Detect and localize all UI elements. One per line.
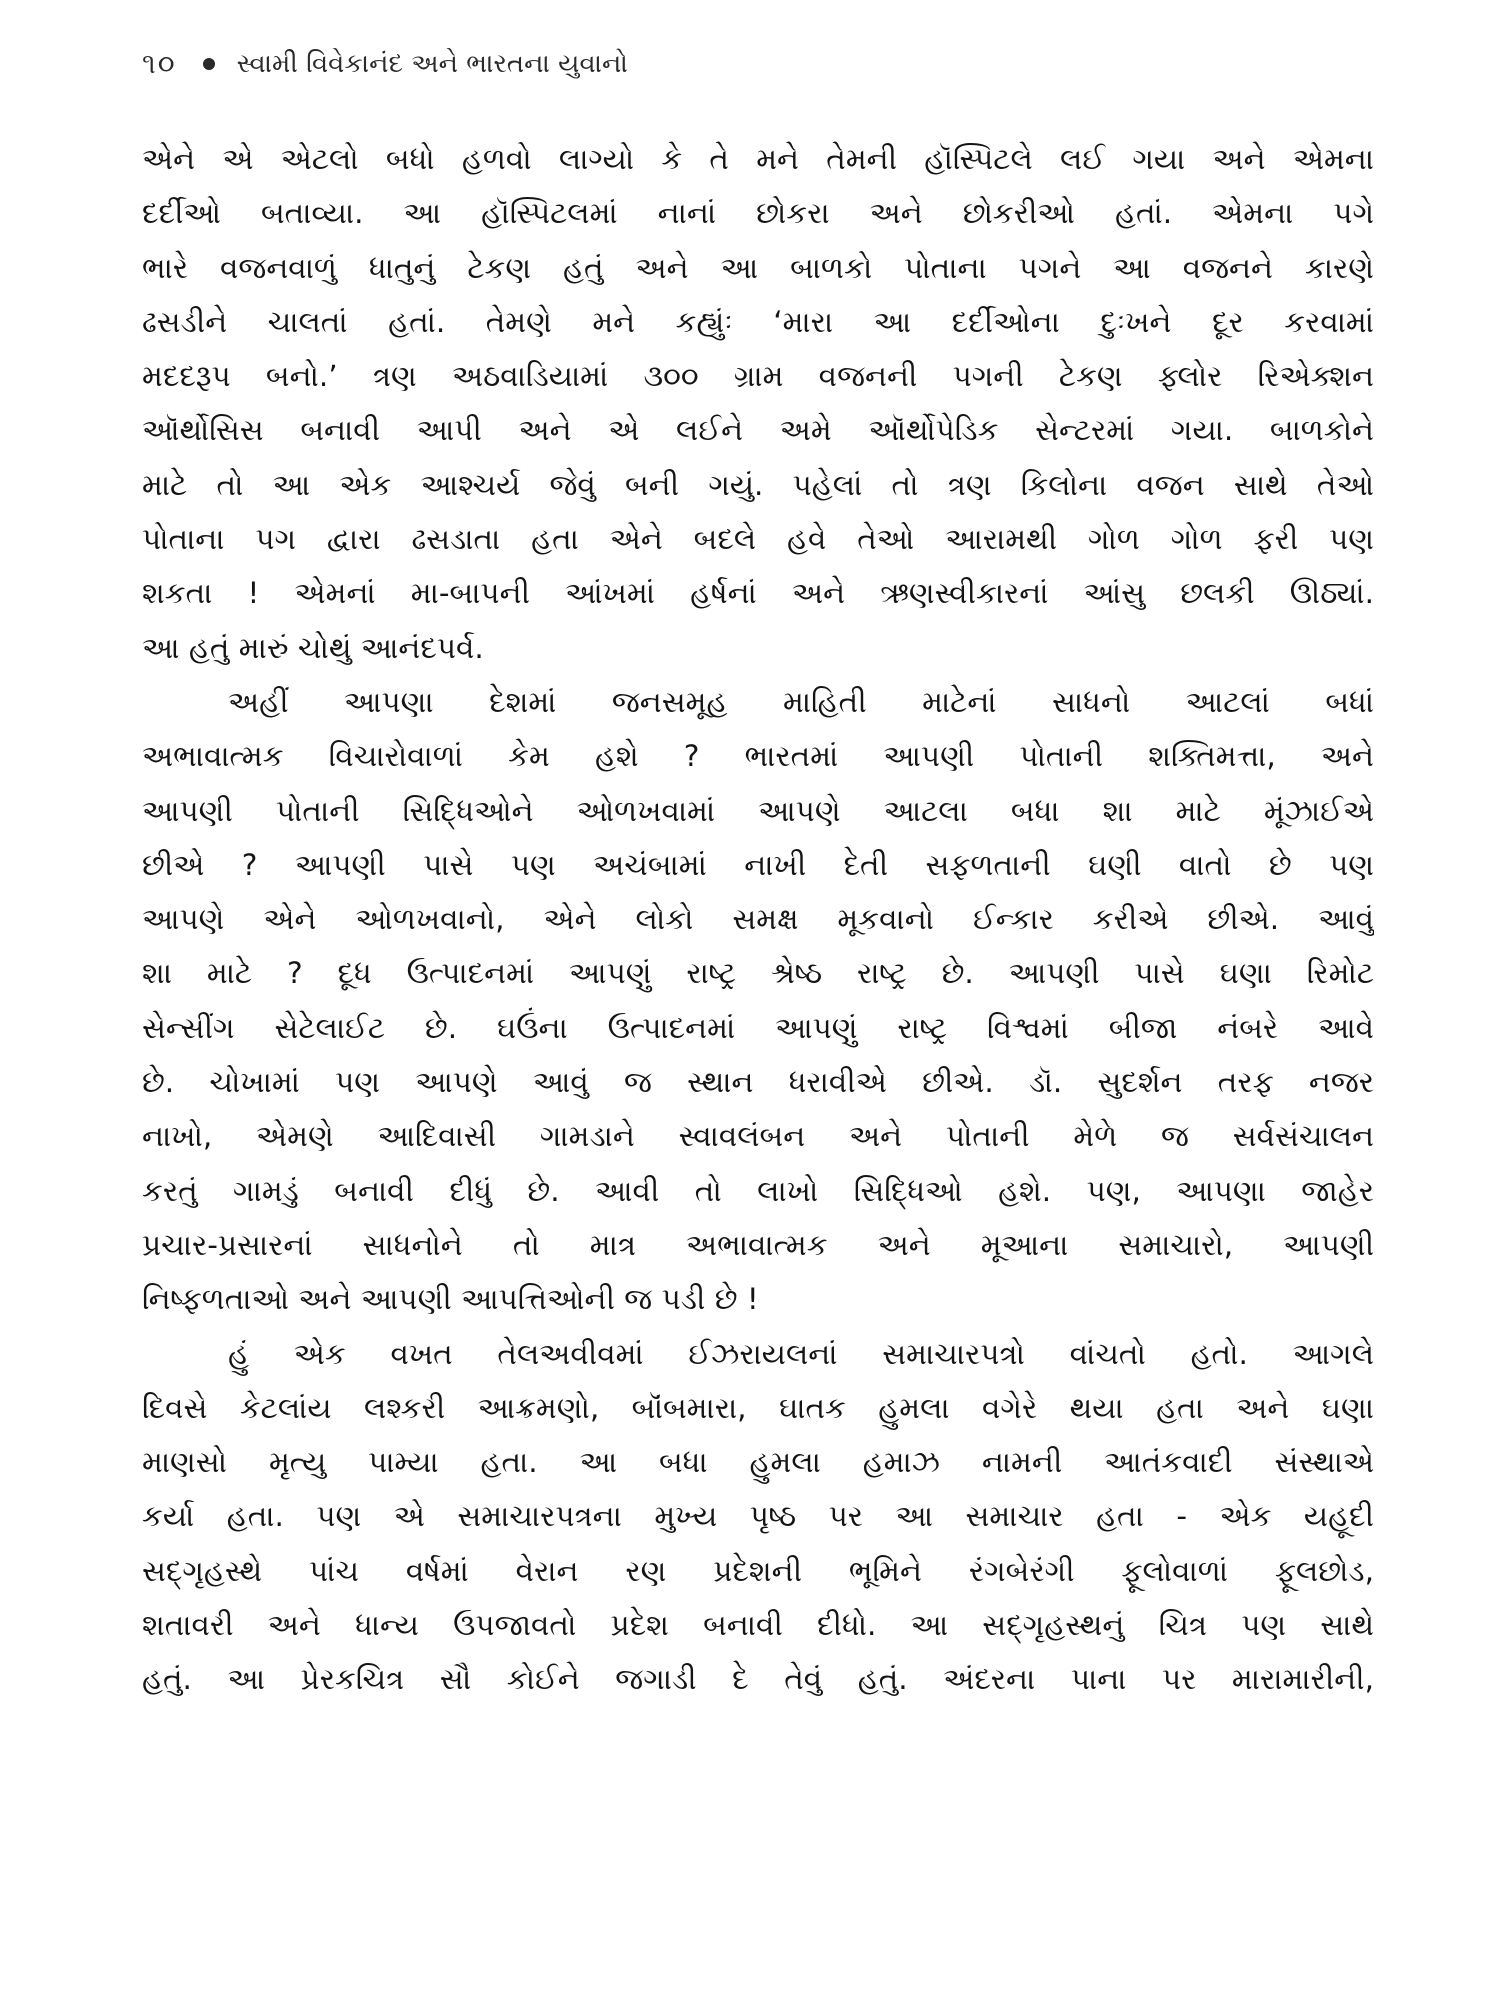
text-line: આપણે એને ઓળખવાનો, એને લોકો સમક્ષ મૂકવાનો ઈન્કાર કરીએ છીએ. આવું — [142, 902, 1374, 937]
text-line: ઑર્થોસિસ બનાવી આપી અને એ લઈને અમે ઑર્થોપેડિક સેન્ટરમાં ગયા. બાળકોને — [142, 413, 1374, 448]
text-line: અભાવાત્મક વિચારોવાળાં કેમ હશે ? ભારતમાં આપણી પોતાની શક્તિમત્તા, અને — [142, 739, 1374, 774]
text-line: પોતાના પગ દ્વારા ઢસડાતા હતા એને બદલે હવે તેઓ આરામથી ગોળ ગોળ ફરી પણ — [142, 522, 1374, 557]
text-line: શકતા ! એમનાં મા-બાપની આંખમાં હર્ષનાં અને ઋણસ્વીકારનાં આંસુ છલકી ઊઠ્યાં. — [142, 576, 1374, 611]
text-line: દિવસે કેટલાંય લશ્કરી આક્રમણો, બૉંબમારા, ઘાતક હુમલા વગેરે થયા હતા અને ઘણા — [142, 1390, 1374, 1425]
text-line: સેન્સીંગ સેટેલાઈટ છે. ઘઉંના ઉત્પાદનમાં આપણું રાષ્ટ્ર વિશ્વમાં બીજા નંબરે આવે — [142, 1010, 1374, 1045]
text-line: કરતું ગામડું બનાવી દીધું છે. આવી તો લાખો સિદ્ધિઓ હશે. પણ, આપણા જાહેર — [142, 1173, 1374, 1208]
bullet-separator-icon — [203, 58, 215, 70]
text-line: નાખો, એમણે આદિવાસી ગામડાને સ્વાવલંબન અને પોતાની મેળે જ સર્વસંચાલન — [142, 1119, 1374, 1154]
paragraph-first-line: અહીં આપણા દેશમાં જનસમૂહ માહિતી માટેનાં સાધનો આટલાં બધાં — [228, 684, 1374, 719]
body-text — [142, 132, 1374, 1707]
text-line: નિષ્ફળતાઓ અને આપણી આપત્તિઓની જ પડી છે ! — [142, 1282, 759, 1317]
running-title: સ્વામી વિવેકાનંદ અને ભારતના યુવાનો — [236, 48, 628, 79]
text-line: છીએ ? આપણી પાસે પણ અચંબામાં નાખી દેતી સફળતાની ઘણી વાતો છે પણ — [142, 847, 1374, 882]
text-line: ભારે વજનવાળું ધાતુનું ટેકણ હતું અને આ બાળકો પોતાના પગને આ વજનને કારણે — [142, 250, 1374, 285]
text-line: માણસો મૃત્યુ પામ્યા હતા. આ બધા હુમલા હમાઝ નામની આતંકવાદી સંસ્થાએ — [142, 1445, 1374, 1480]
text-line: એને એ એટલો બધો હળવો લાગ્યો કે તે મને તેમની હૉસ્પિટલે લઈ ગયા અને એમના — [142, 142, 1374, 176]
text-line: મદદરૂપ બનો.’ ત્રણ અઠવાડિયામાં ૩૦૦ ગ્રામ વજનની પગની ટેકણ ફ્લોર રિએક્શન — [142, 359, 1374, 394]
text-line: છે. ચોખામાં પણ આપણે આવું જ સ્થાન ધરાવીએ છીએ. ડૉ. સુદર્શન તરફ નજર — [142, 1065, 1374, 1100]
text-line: હતું. આ પ્રેરકચિત્ર સૌ કોઈને જગાડી દે તેવું હતું. અંદરના પાના પર મારામારીની, — [142, 1662, 1374, 1697]
text-line: સદ્‌ગૃહસ્થે પાંચ વર્ષમાં વેરાન રણ પ્રદેશની ભૂમિને રંગબેરંગી ફૂલોવાળાં ફૂલછોડ, — [142, 1553, 1374, 1588]
text-line: કર્યા હતા. પણ એ સમાચારપત્રના મુખ્ય પૃષ્ઠ પર આ સમાચાર હતા - એક યહૂદી — [142, 1499, 1374, 1534]
text-line: આપણી પોતાની સિદ્ધિઓને ઓળખવામાં આપણે આટલા બધા શા માટે મૂંઝાઈએ — [142, 793, 1374, 828]
text-line: આ હતું મારું ચોથું આનંદપર્વ. — [142, 630, 484, 665]
text-line: દર્દીઓ બતાવ્યા. આ હૉસ્પિટલમાં નાનાં છોકરા અને છોકરીઓ હતાં. એમના પગે — [142, 196, 1374, 231]
text-line: શા માટે ? દૂધ ઉત્પાદનમાં આપણું રાષ્ટ્ર શ્રેષ્ઠ રાષ્ટ્ર છે. આપણી પાસે ઘણા રિમોટ — [142, 956, 1374, 991]
paragraph-first-line: હું એક વખત તેલઅવીવમાં ઈઝરાયલનાં સમાચારપત્રો વાંચતો હતો. આગલે — [228, 1336, 1374, 1371]
running-header — [142, 44, 628, 84]
text-line: પ્રચાર-પ્રસારનાં સાધનોને તો માત્ર અભાવાત્મક અને મૂઆના સમાચારો, આપણી — [142, 1227, 1374, 1262]
text-line: શતાવરી અને ધાન્ય ઉપજાવતો પ્રદેશ બનાવી દીધો. આ સદ્‌ગૃહસ્થનું ચિત્ર પણ સાથે — [142, 1608, 1374, 1643]
text-line: ઢસડીને ચાલતાં હતાં. તેમણે મને કહ્યુંઃ ‘મારા આ દર્દીઓના દુઃખને દૂર કરવામાં — [142, 304, 1374, 339]
text-line: માટે તો આ એક આશ્ચર્ય જેવું બની ગયું. પહેલાં તો ત્રણ કિલોના વજન સાથે તેઓ — [142, 467, 1374, 502]
page-number: ૧૦ — [142, 47, 177, 80]
